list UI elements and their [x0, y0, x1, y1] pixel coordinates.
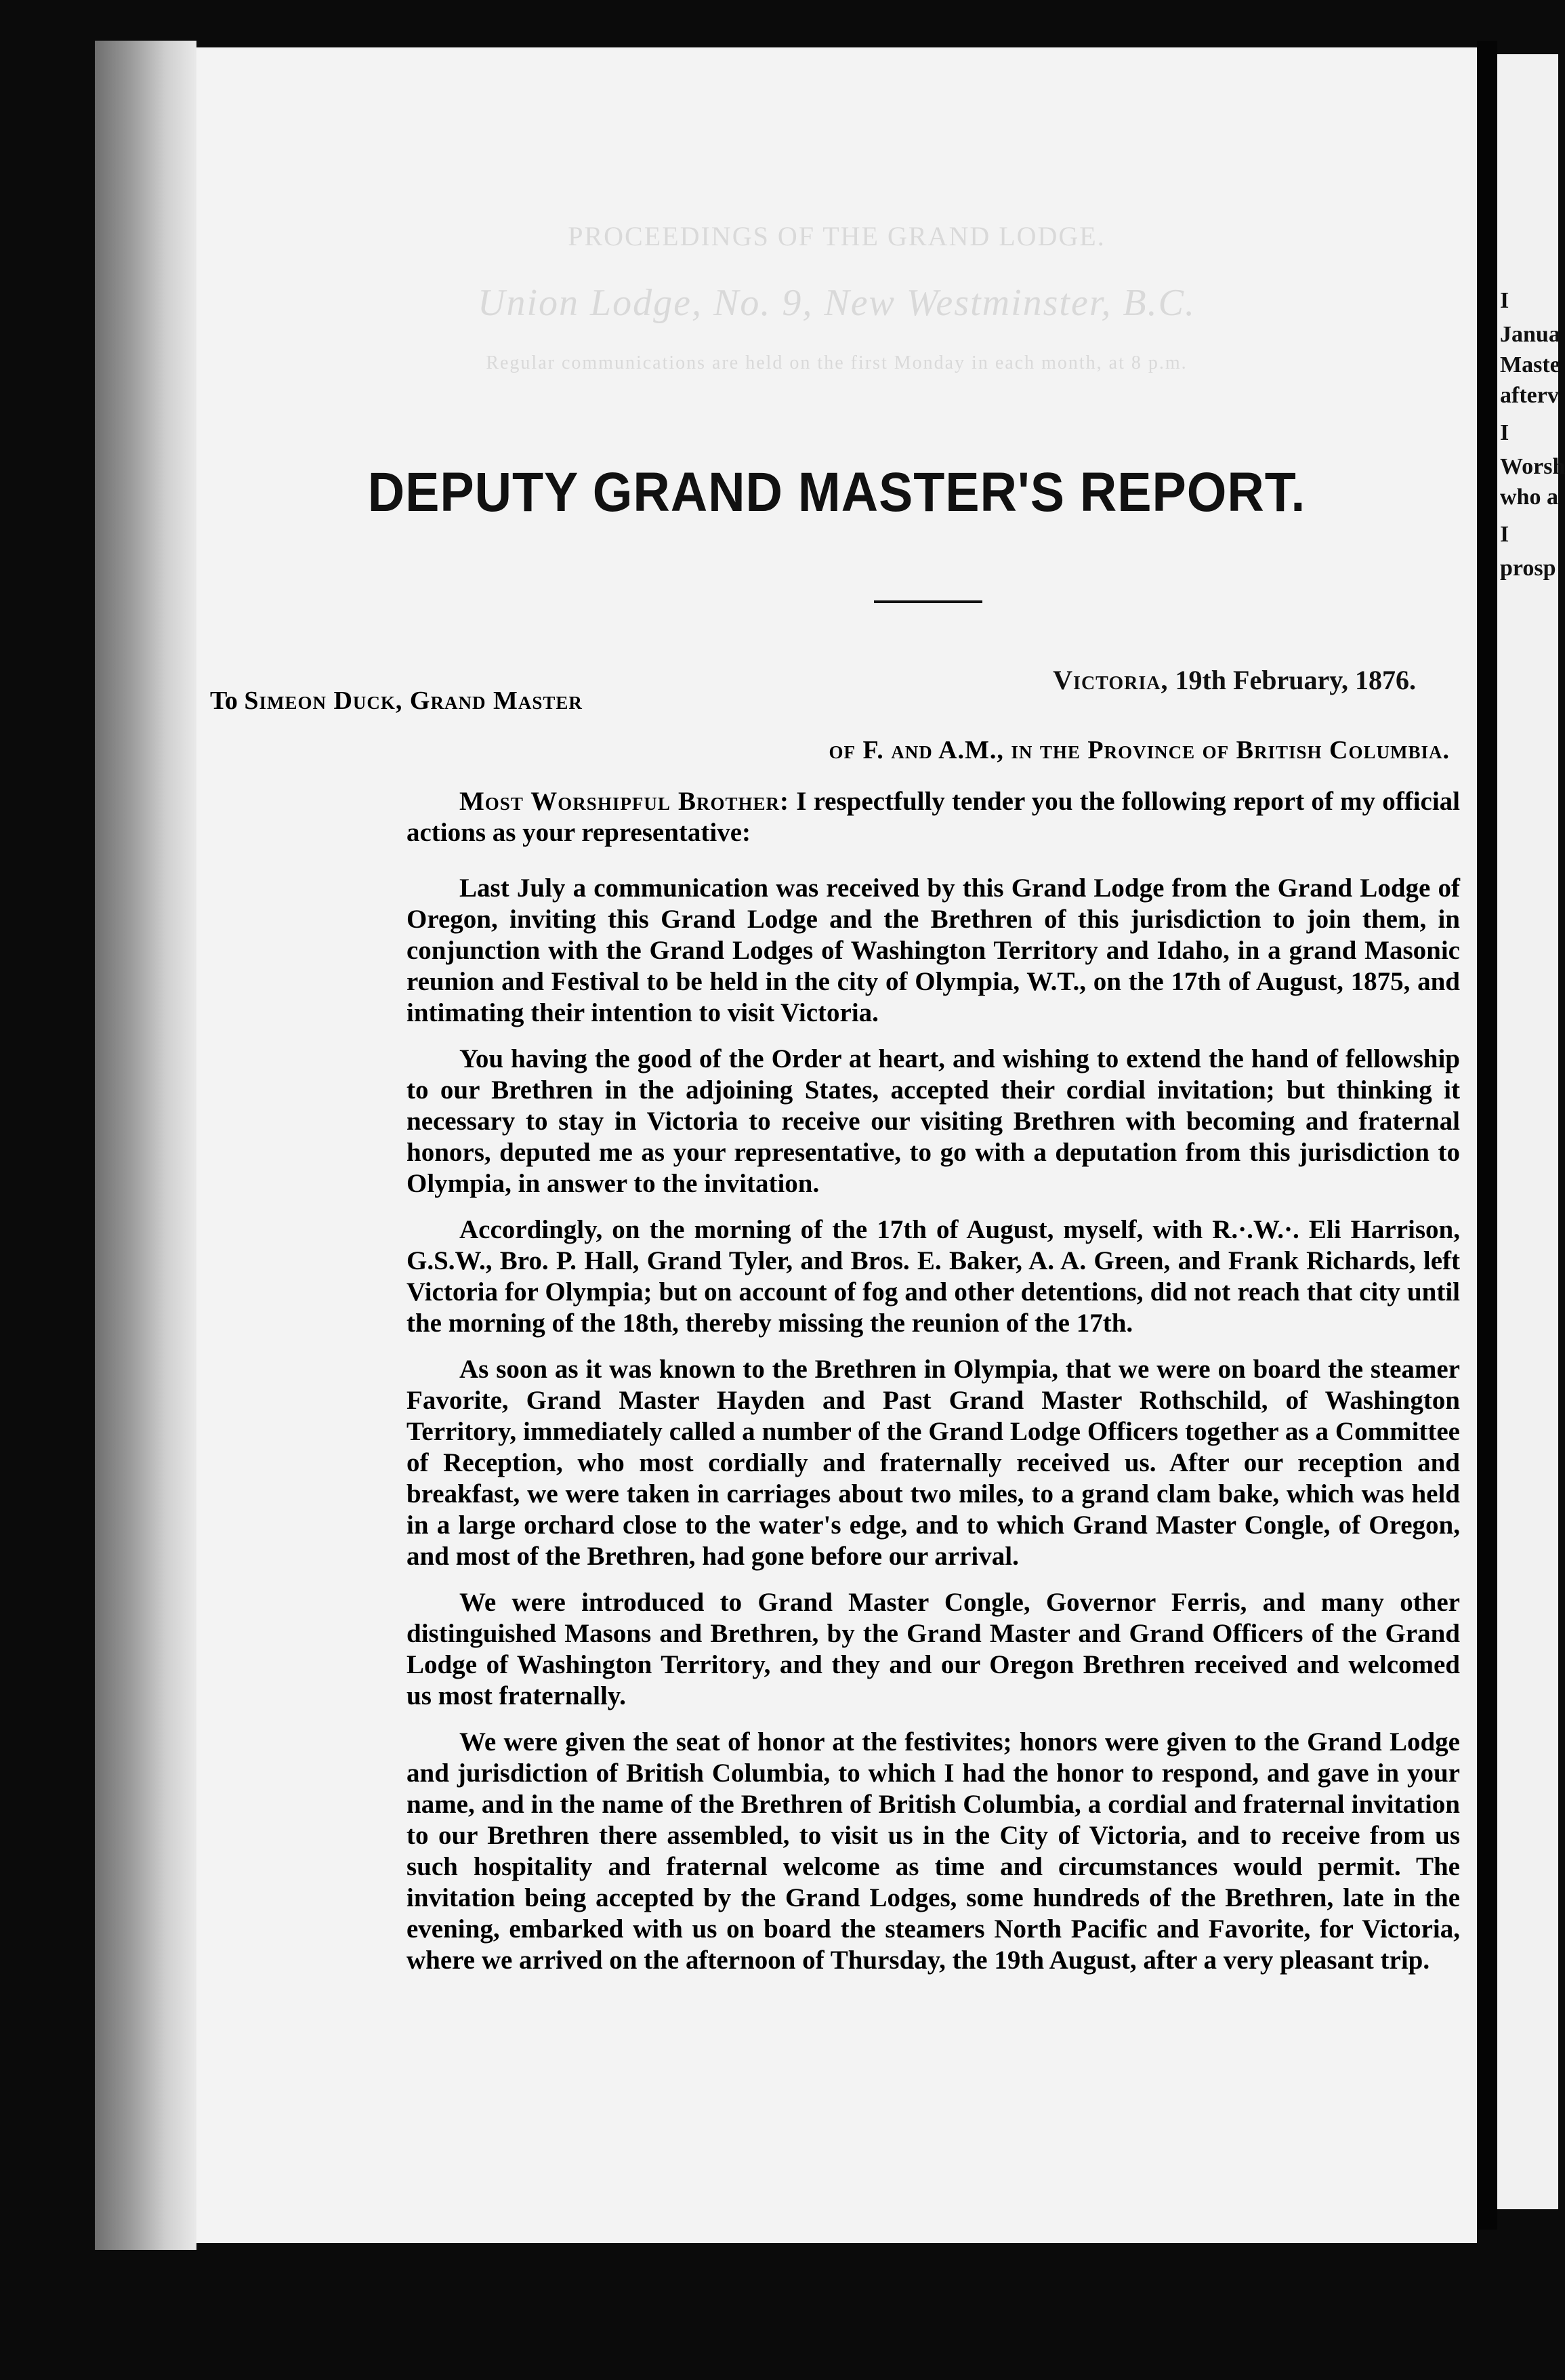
address-name: Simeon Duck, Grand Master [244, 686, 583, 715]
paragraph: As soon as it was known to the Brethren in Olympia, that we were on board the steamer Favorite, Grand Master Hayden and Past Grand Master Rothschild, of Washington Territory, immediately called a number of the Grand Lodge Officers together as a Committee of Reception, who most cordially and fraternally received us. After our reception and breakfast, we were taken in carriages about two miles, to a grand clam bake, which was held in a large orchard close to the water's edge, and to which Grand Master Congle, of Oregon, and most of the Brethren, had gone before our arrival. [406, 1355, 1460, 1571]
bleed-through-note: Regular communications are held on the first Monday in each month, at 8 p.m. [486, 352, 1188, 373]
facing-line: I [1500, 522, 1509, 547]
facing-line: Janua [1500, 322, 1560, 347]
report-body [406, 786, 1460, 1991]
dateline-date: 19th February, 1876. [1175, 665, 1416, 695]
facing-line: afterv [1500, 383, 1559, 408]
facing-line: Worsh [1500, 454, 1565, 479]
title-rule [874, 600, 982, 603]
address-line-1 [210, 686, 583, 716]
paragraph: We were introduced to Grand Master Congle, Governor Ferris, and many other distinguished Masons and Brethren, by the Grand Master and Grand Officers of the Grand Lodge of Washington Territory, and they and our Oregon Brethren received and welcomed us most fraternally. [406, 1588, 1460, 1710]
dateline [1053, 664, 1416, 696]
bleed-through-lodge: Union Lodge, No. 9, New Westminster, B.C. [478, 282, 1196, 324]
facing-line: I [1500, 420, 1509, 445]
facing-line: I [1500, 288, 1509, 313]
address-line-2: of F. and A.M., in the Province of British Columbia. [829, 736, 1450, 764]
page-edge-strip [95, 41, 196, 2250]
salutation: Most Worshipful Brother: [459, 787, 790, 816]
intro-text: I respectfully tender you the following report of my official actions as your representative: [406, 787, 1461, 847]
facing-line: who a [1500, 485, 1558, 510]
address-prefix: To [210, 686, 238, 715]
facing-page-fragment [1497, 54, 1565, 2209]
bleed-through-header: PROCEEDINGS OF THE GRAND LODGE. [568, 221, 1106, 251]
paragraph: Last July a communication was received by this Grand Lodge from the Grand Lodge of Oregon, inviting this Grand Lodge and the Brethren of this jurisdiction to join them, in conjunction with the Grand Lodges of Washington Territory and Idaho, in a grand Masonic reunion and Festival to be held in the city of Olympia, W.T., on the 17th of August, 1875, and intimating their intention to visit Victoria. [406, 874, 1460, 1027]
intro-paragraph [406, 786, 1460, 848]
dateline-place: Victoria, [1053, 665, 1169, 695]
facing-line: Maste [1500, 352, 1560, 377]
paragraph: We were given the seat of honor at the festivites; honors were given to the Grand Lodge and jurisdiction of British Columbia, to which I had the honor to respond, and gave in your name, and in the name of the Brethren of British Columbia, a cordial and fraternal invitation to our Brethren there assembled, to visit us in the City of Victoria, and to receive from us such hospitality and fraternal welcome as time and circumstances would permit. The invitation being accepted by the Grand Lodges, some hundreds of the Brethren, late in the evening, embarked with us on board the steamers North Pacific and Favorite, for Victoria, where we arrived on the afternoon of Thursday, the 19th August, after a very pleasant trip. [406, 1727, 1460, 1975]
facing-line: prosp [1500, 556, 1556, 581]
gutter-shadow [1477, 41, 1497, 2230]
paragraph: Accordingly, on the morning of the 17th of August, myself, with R.·.W.·. Eli Harrison, G.S.W., Bro. P. Hall, Grand Tyler, and Bros. E. Baker, A. A. Green, and Frank Richards, left Victoria for Olympia; but on account of fog and other detentions, did not reach that city until the morning of the 18th, thereby missing the reunion of the 17th. [406, 1215, 1460, 1338]
report-title: DEPUTY GRAND MASTER'S REPORT. [367, 461, 1306, 523]
paragraph: You having the good of the Order at heart, and wishing to extend the hand of fellowship to our Brethren in the adjoining States, accepted their cordial invitation; but thinking it necessary to stay in Victoria to receive our visiting Brethren with becoming and fraternal honors, deputed me as your representative, to go with a deputation from this jurisdiction to Olympia, in answer to the invitation. [406, 1044, 1460, 1198]
